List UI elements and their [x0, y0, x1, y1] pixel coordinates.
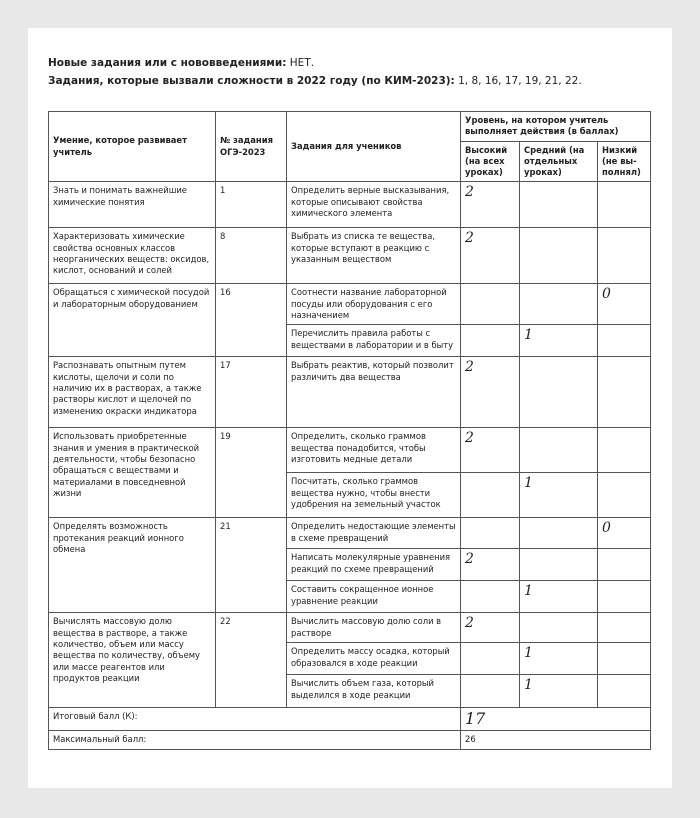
total-value: 17 [461, 708, 651, 731]
total-row [49, 708, 651, 731]
task-text-cell: Вычислить объем газа, который выделился в ходе реакции [287, 675, 461, 708]
task-text-cell: Посчитать, сколько граммов вещества нужно, чтобы внести удобрения на земельный участок [287, 473, 461, 518]
document-page [28, 28, 672, 788]
score-low-cell [598, 325, 651, 357]
score-medium-cell [520, 518, 598, 549]
task-number-cell: 22 [216, 613, 287, 708]
score-high-cell: 2 [461, 182, 520, 228]
table-row [49, 428, 651, 473]
header-low: Низкий (не вы-полнял) [598, 141, 651, 182]
score-low-cell [598, 613, 651, 643]
table-row [49, 357, 651, 428]
score-high-cell: 2 [461, 228, 520, 284]
new-tasks-value: НЕТ. [286, 57, 315, 69]
skill-cell: Использовать приобретенные знания и умения в практической деятельности, чтобы безопасно обращаться с веществами и материалами в повседневной жизни [49, 428, 216, 518]
max-label: Максимальный балл: [49, 731, 461, 749]
score-medium-cell [520, 428, 598, 473]
header-tasks: Задания для учеников [287, 112, 461, 182]
total-label: Итоговый балл (К): [49, 708, 461, 731]
header-row-1 [49, 112, 651, 142]
task-text-cell: Вычислить массовую долю соли в растворе [287, 613, 461, 643]
score-high-cell: 2 [461, 613, 520, 643]
score-high-cell [461, 581, 520, 613]
table-row [49, 284, 651, 325]
score-medium-cell: 1 [520, 675, 598, 708]
score-low-cell [598, 182, 651, 228]
task-text-cell: Перечислить правила работы с веществами в лаборатории и в быту [287, 325, 461, 357]
difficult-tasks-value: 1, 8, 16, 17, 19, 21, 22. [454, 75, 582, 87]
table-row [49, 182, 651, 228]
score-low-cell [598, 643, 651, 675]
task-text-cell: Соотнести название лабораторной посуды или оборудования с его назначением [287, 284, 461, 325]
max-value: 26 [461, 731, 651, 749]
task-text-cell: Определить, сколько граммов вещества понадобится, чтобы изготовить медные детали [287, 428, 461, 473]
score-low-cell [598, 228, 651, 284]
score-low-cell [598, 549, 651, 581]
score-low-cell: 0 [598, 284, 651, 325]
score-low-cell: 0 [598, 518, 651, 549]
skills-table [48, 111, 651, 750]
score-medium-cell [520, 228, 598, 284]
score-high-cell [461, 675, 520, 708]
score-low-cell [598, 581, 651, 613]
task-text-cell: Определить недостающие элементы в схеме превращений [287, 518, 461, 549]
score-medium-cell [520, 357, 598, 428]
score-low-cell [598, 428, 651, 473]
score-high-cell [461, 473, 520, 518]
task-number-cell: 16 [216, 284, 287, 357]
task-number-cell: 8 [216, 228, 287, 284]
difficult-tasks-line [48, 74, 582, 88]
skill-cell: Определять возможность протекания реакций ионного обмена [49, 518, 216, 613]
score-high-cell [461, 643, 520, 675]
skill-cell: Вычислять массовую долю вещества в растворе, а также количество, объем или массу вещества по количеству, объему или массе реагентов или продуктов реакции [49, 613, 216, 708]
table-row [49, 613, 651, 643]
score-low-cell [598, 473, 651, 518]
score-medium-cell: 1 [520, 581, 598, 613]
score-high-cell: 2 [461, 549, 520, 581]
difficult-tasks-label: Задания, которые вызвали сложности в 2022 году (по КИМ-2023): [48, 75, 455, 87]
score-low-cell [598, 357, 651, 428]
task-number-cell: 21 [216, 518, 287, 613]
max-row [49, 731, 651, 749]
task-text-cell: Определить массу осадка, который образовался в ходе реакции [287, 643, 461, 675]
score-high-cell [461, 518, 520, 549]
score-medium-cell: 1 [520, 473, 598, 518]
header-medium: Средний (на отдельных уроках) [520, 141, 598, 182]
header-level: Уровень, на котором учитель выполняет действия (в баллах) [461, 112, 651, 142]
header-task-number: № задания ОГЭ-2023 [216, 112, 287, 182]
score-medium-cell [520, 613, 598, 643]
score-medium-cell [520, 549, 598, 581]
score-high-cell [461, 325, 520, 357]
task-number-cell: 19 [216, 428, 287, 518]
table-body [49, 182, 651, 749]
table-row [49, 228, 651, 284]
task-number-cell: 1 [216, 182, 287, 228]
task-number-cell: 17 [216, 357, 287, 428]
header-skill: Умение, которое развивает учитель [49, 112, 216, 182]
task-text-cell: Выбрать из списка те вещества, которые вступают в реакцию с указанным веществом [287, 228, 461, 284]
skill-cell: Характеризовать химические свойства основных классов неорганических веществ: оксидов, кислот, оснований и солей [49, 228, 216, 284]
header-high: Высокий (на всех уроках) [461, 141, 520, 182]
task-text-cell: Написать молекулярные уравнения реакций по схеме превращений [287, 549, 461, 581]
score-medium-cell [520, 182, 598, 228]
score-high-cell [461, 284, 520, 325]
task-text-cell: Выбрать реактив, который позволит различить два вещества [287, 357, 461, 428]
task-text-cell: Определить верные высказывания, которые описывают свойства химического элемента [287, 182, 461, 228]
new-tasks-label: Новые задания или с нововведениями: [48, 57, 287, 69]
score-high-cell: 2 [461, 357, 520, 428]
score-low-cell [598, 675, 651, 708]
skill-cell: Распознавать опытным путем кислоты, щелочи и соли по наличию их в растворах, а также растворы кислот и щелочей по изменению окраски индикатора [49, 357, 216, 428]
score-medium-cell [520, 284, 598, 325]
table-row [49, 518, 651, 549]
score-high-cell: 2 [461, 428, 520, 473]
new-tasks-line [48, 56, 314, 70]
task-text-cell: Составить сокращенное ионное уравнение реакции [287, 581, 461, 613]
skill-cell: Знать и понимать важнейшие химические понятия [49, 182, 216, 228]
skill-cell: Обращаться с химической посудой и лабораторным оборудованием [49, 284, 216, 357]
score-medium-cell: 1 [520, 643, 598, 675]
score-medium-cell: 1 [520, 325, 598, 357]
